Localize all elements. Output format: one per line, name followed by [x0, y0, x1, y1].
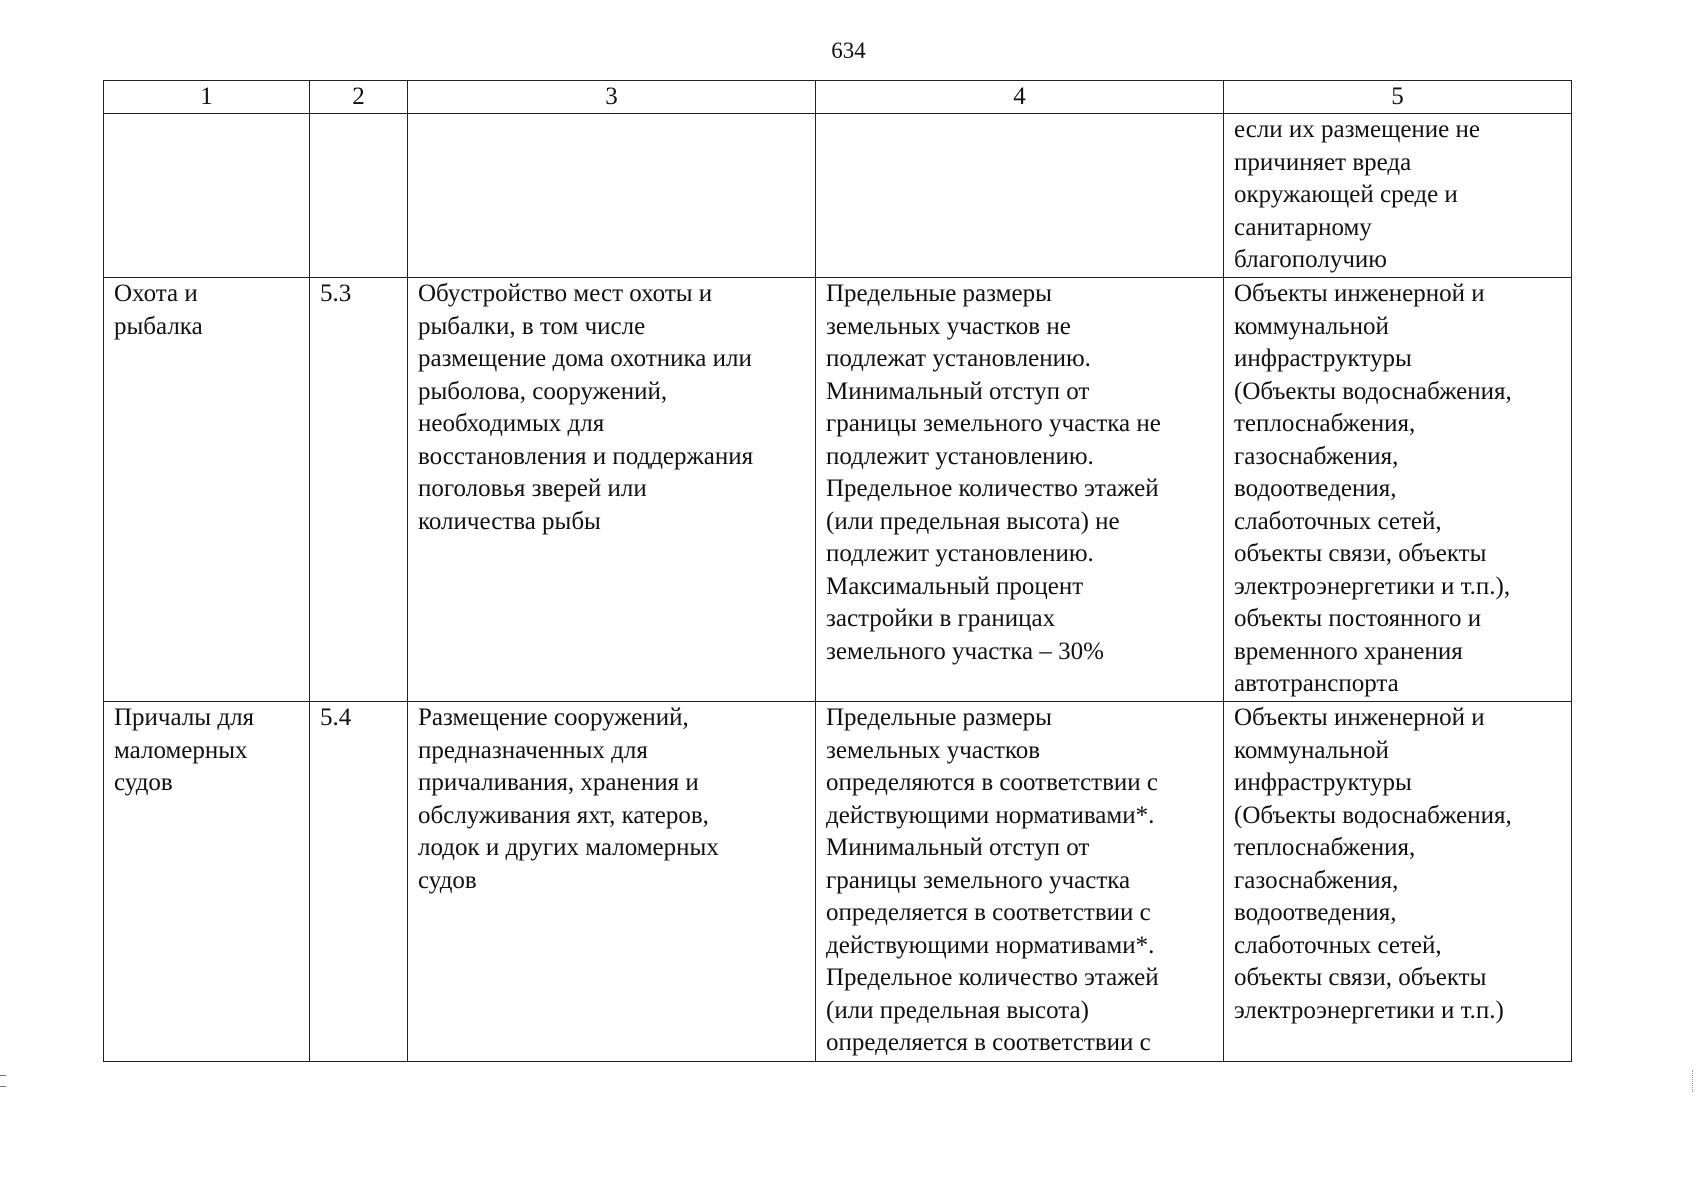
cell-use-code: [310, 114, 408, 278]
column-header-2: 2: [310, 81, 408, 114]
cell-use-name: [104, 702, 310, 1062]
column-header-1: 1: [104, 81, 310, 114]
table-header-row: [104, 81, 1572, 114]
cell-text: Предельные размеры земельных участков не подлежат установлению. Минимальный отступ от границы земельного участка не подлежит установлению. Предельное количество этажей (или предельная высота) не подлежит установлению. Максимальный процент застройки в границах земельного участка – 30%: [826, 280, 1161, 665]
cell-text: Причалы для маломерных судов: [114, 704, 255, 796]
column-header-3: 3: [408, 81, 816, 114]
zoning-table: [103, 80, 1572, 1062]
cell-auxiliary-uses: [1224, 702, 1572, 1062]
cell-use-description: [408, 114, 816, 278]
cell-use-description: [408, 278, 816, 702]
cell-text: если их размещение не причиняет вреда окружающей среде и санитарному благополучию: [1234, 116, 1481, 273]
cell-text: Объекты инженерной и коммунальной инфраструктуры (Объекты водоснабжения, теплоснабжения, газоснабжения, водоотведения, слаботочных сетей, объекты связи, объекты электроэнергетики и т.п.), объекты постоянного и временного хранения автотранспорта: [1234, 280, 1512, 697]
cell-text: Охота и рыбалка: [114, 280, 203, 340]
cell-text: Предельные размеры земельных участков определяются в соответствии с действующими нормативами*. Минимальный отступ от границы земельного участка определяется в соответствии с действующими нормативами*. Предельное количество этажей (или предельная высота) определяется в соответствии с: [826, 704, 1159, 1056]
column-header-4: 4: [816, 81, 1224, 114]
table-row: [104, 702, 1572, 1062]
cell-use-name: [104, 278, 310, 702]
cell-use-code: [310, 278, 408, 702]
cell-parameters: [816, 702, 1224, 1062]
page-number: 634: [831, 38, 866, 63]
cell-text: Размещение сооружений, предназначенных для причаливания, хранения и обслуживания яхт, катеров, лодок и других маломерных судов: [418, 704, 719, 894]
cell-parameters: [816, 278, 1224, 702]
scan-edge-mark: [1692, 1070, 1695, 1092]
cell-text: 5.3: [320, 280, 352, 307]
scan-edge-mark: [0, 1075, 6, 1087]
cell-use-description: [408, 702, 816, 1062]
cell-use-code: [310, 702, 408, 1062]
cell-text: Объекты инженерной и коммунальной инфраструктуры (Объекты водоснабжения, теплоснабжения, газоснабжения, водоотведения, слаботочных сетей, объекты связи, объекты электроэнергетики и т.п.): [1234, 704, 1512, 1024]
cell-use-name: [104, 114, 310, 278]
cell-text: 5.4: [320, 704, 352, 731]
cell-parameters: [816, 114, 1224, 278]
table-row: [104, 114, 1572, 278]
cell-text: Обустройство мест охоты и рыбалки, в том числе размещение дома охотника или рыболова, сооружений, необходимых для восстановления и поддержания поголовья зверей или количества рыбы: [418, 280, 754, 535]
cell-auxiliary-uses: [1224, 278, 1572, 702]
column-header-5: 5: [1224, 81, 1572, 114]
table-row: [104, 278, 1572, 702]
cell-auxiliary-uses: [1224, 114, 1572, 278]
